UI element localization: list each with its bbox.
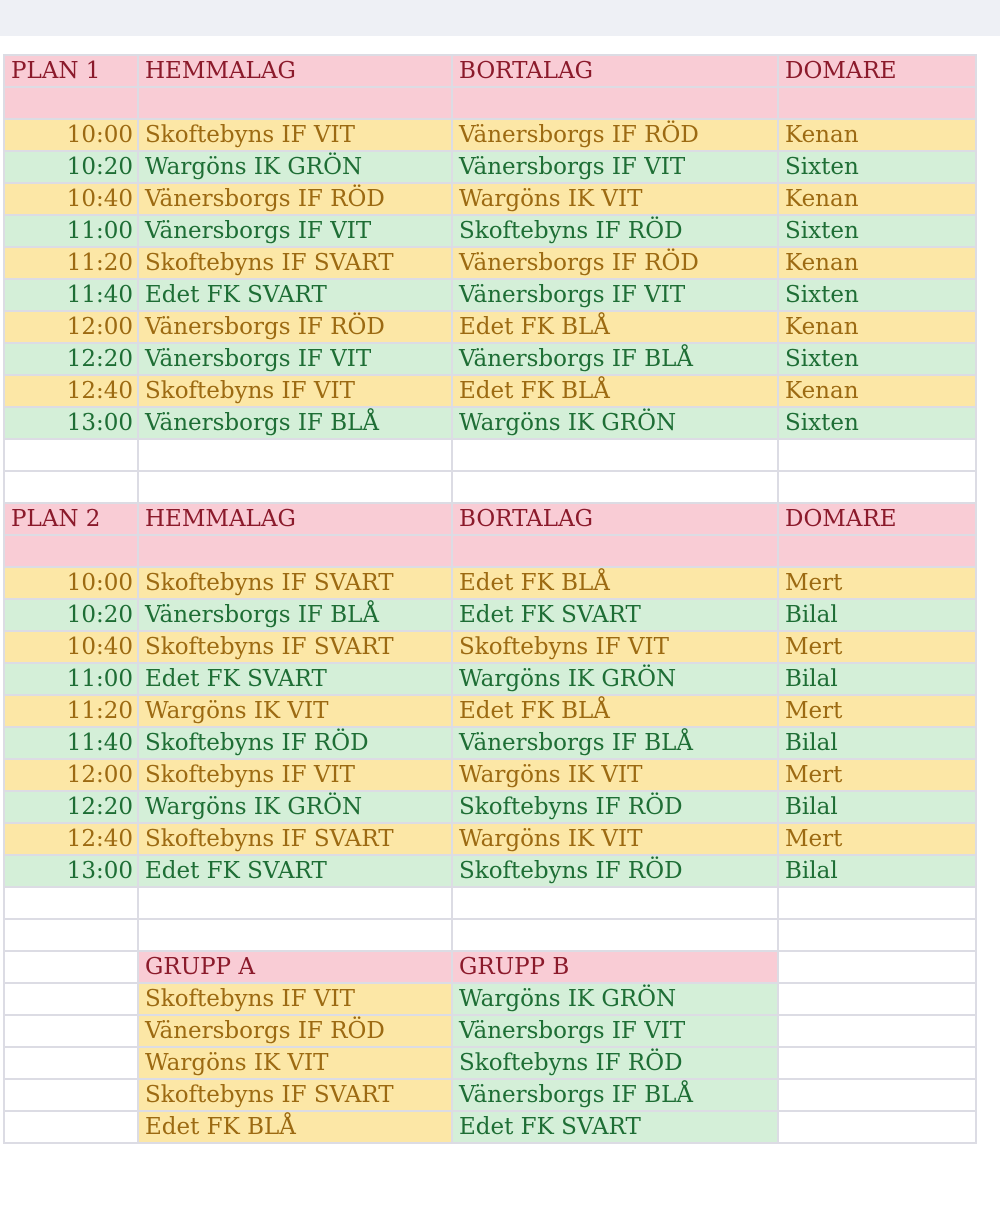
cell[interactable] [778,951,976,983]
empty-row [4,471,976,503]
table-row [4,279,976,311]
home-team[interactable]: Edet FK SVART [138,663,452,695]
cell[interactable] [138,919,452,951]
away-team[interactable]: Wargöns IK GRÖN [452,663,778,695]
group-b-team[interactable]: Vänersborgs IF VIT [452,1015,778,1047]
match-time[interactable]: 12:20 [4,343,138,375]
cell[interactable] [138,87,452,119]
match-time[interactable]: 10:20 [4,599,138,631]
away-team[interactable]: Edet FK SVART [452,599,778,631]
cell[interactable] [138,535,452,567]
table-row [4,247,976,279]
cell[interactable] [778,439,976,471]
referee[interactable]: Bilal [778,855,976,887]
match-time[interactable]: 12:00 [4,311,138,343]
match-time[interactable]: 11:00 [4,215,138,247]
home-team[interactable]: Wargöns IK GRÖN [138,151,452,183]
match-time[interactable]: 11:40 [4,727,138,759]
table-row [4,631,976,663]
referee[interactable]: Kenan [778,375,976,407]
match-time[interactable]: 12:40 [4,375,138,407]
cell[interactable] [778,471,976,503]
home-team[interactable]: Skoftebyns IF SVART [138,567,452,599]
referee[interactable]: Bilal [778,791,976,823]
table-row [4,855,976,887]
home-team[interactable]: Vänersborgs IF VIT [138,343,452,375]
empty-row [4,439,976,471]
referee[interactable]: Sixten [778,407,976,439]
top-bar [0,0,1000,36]
table-row [4,599,976,631]
cell[interactable] [778,1079,976,1111]
referee[interactable]: Sixten [778,343,976,375]
home-team[interactable]: Skoftebyns IF SVART [138,823,452,855]
cell[interactable] [778,887,976,919]
cell[interactable] [4,535,138,567]
away-team[interactable]: Edet FK BLÅ [452,311,778,343]
group-b-team[interactable]: Vänersborgs IF BLÅ [452,1079,778,1111]
cell[interactable] [4,887,138,919]
home-team[interactable]: Vänersborgs IF RÖD [138,183,452,215]
plan1-title[interactable]: PLAN 1 [4,55,138,87]
table-row [4,311,976,343]
cell[interactable] [138,471,452,503]
cell[interactable] [138,887,452,919]
empty-row [4,887,976,919]
schedule-sheet [3,54,977,1144]
referee[interactable]: Mert [778,695,976,727]
group-a-team[interactable]: Skoftebyns IF VIT [138,983,452,1015]
home-team[interactable]: Skoftebyns IF RÖD [138,727,452,759]
referee[interactable]: Kenan [778,311,976,343]
groups-header-row [4,951,976,983]
referee[interactable]: Sixten [778,279,976,311]
cell[interactable] [4,1015,138,1047]
referee[interactable]: Bilal [778,663,976,695]
referee[interactable]: Kenan [778,183,976,215]
cell[interactable] [4,1079,138,1111]
table-row [4,215,976,247]
match-time[interactable]: 10:20 [4,151,138,183]
cell[interactable] [778,1047,976,1079]
away-team[interactable]: Edet FK BLÅ [452,375,778,407]
match-time[interactable]: 10:00 [4,119,138,151]
away-team[interactable]: Skoftebyns IF RÖD [452,791,778,823]
referee[interactable]: Kenan [778,247,976,279]
plan2-spacer-row [4,535,976,567]
cell[interactable] [778,87,976,119]
referee[interactable]: Bilal [778,727,976,759]
away-team[interactable]: Vänersborgs IF VIT [452,151,778,183]
home-team[interactable]: Skoftebyns IF VIT [138,759,452,791]
group-a-team[interactable]: Skoftebyns IF SVART [138,1079,452,1111]
group-b-header[interactable]: GRUPP B [452,951,778,983]
cell[interactable] [452,471,778,503]
table-row [4,119,976,151]
plan2-title[interactable]: PLAN 2 [4,503,138,535]
away-team[interactable]: Wargöns IK GRÖN [452,407,778,439]
table-row [4,407,976,439]
plan1-spacer-row [4,87,976,119]
away-team[interactable]: Edet FK BLÅ [452,567,778,599]
group-row [4,1015,976,1047]
plan1-referee-header[interactable]: DOMARE [778,55,976,87]
away-team[interactable]: Vänersborgs IF VIT [452,279,778,311]
cell[interactable] [452,887,778,919]
match-time[interactable]: 12:00 [4,759,138,791]
away-team[interactable]: Skoftebyns IF RÖD [452,215,778,247]
cell[interactable] [452,87,778,119]
away-team[interactable]: Vänersborgs IF RÖD [452,247,778,279]
away-team[interactable]: Edet FK BLÅ [452,695,778,727]
plan1-home-header[interactable]: HEMMALAG [138,55,452,87]
cell[interactable] [4,951,138,983]
home-team[interactable]: Vänersborgs IF BLÅ [138,407,452,439]
cell[interactable] [452,535,778,567]
home-team[interactable]: Skoftebyns IF VIT [138,375,452,407]
plan2-referee-header[interactable]: DOMARE [778,503,976,535]
table-row [4,823,976,855]
match-time[interactable]: 10:40 [4,183,138,215]
home-team[interactable]: Edet FK SVART [138,279,452,311]
referee[interactable]: Sixten [778,215,976,247]
match-time[interactable]: 12:20 [4,791,138,823]
table-row [4,663,976,695]
referee[interactable]: Kenan [778,119,976,151]
table-row [4,695,976,727]
group-b-team[interactable]: Wargöns IK GRÖN [452,983,778,1015]
referee[interactable]: Mert [778,823,976,855]
home-team[interactable]: Wargöns IK GRÖN [138,791,452,823]
table-row [4,375,976,407]
match-time[interactable]: 11:40 [4,279,138,311]
group-row [4,983,976,1015]
away-team[interactable]: Wargöns IK VIT [452,759,778,791]
home-team[interactable]: Skoftebyns IF VIT [138,119,452,151]
plan2-header-row [4,503,976,535]
empty-row [4,919,976,951]
referee[interactable]: Bilal [778,599,976,631]
home-team[interactable]: Vänersborgs IF BLÅ [138,599,452,631]
away-team[interactable]: Vänersborgs IF RÖD [452,119,778,151]
cell[interactable] [778,1111,976,1143]
table-row [4,791,976,823]
away-team[interactable]: Skoftebyns IF VIT [452,631,778,663]
group-b-team[interactable]: Edet FK SVART [452,1111,778,1143]
group-b-team[interactable]: Skoftebyns IF RÖD [452,1047,778,1079]
away-team[interactable]: Wargöns IK VIT [452,823,778,855]
cell[interactable] [4,919,138,951]
cell[interactable] [452,919,778,951]
match-time[interactable]: 11:20 [4,247,138,279]
group-row [4,1111,976,1143]
cell[interactable] [452,439,778,471]
cell[interactable] [778,983,976,1015]
match-time[interactable]: 13:00 [4,407,138,439]
cell[interactable] [778,919,976,951]
cell[interactable] [4,439,138,471]
table-row [4,343,976,375]
referee[interactable]: Mert [778,567,976,599]
match-time[interactable]: 11:20 [4,695,138,727]
table-row [4,183,976,215]
cell[interactable] [4,87,138,119]
group-a-header[interactable]: GRUPP A [138,951,452,983]
referee[interactable]: Mert [778,759,976,791]
table-row [4,567,976,599]
home-team[interactable]: Wargöns IK VIT [138,695,452,727]
cell[interactable] [4,1047,138,1079]
plan2-away-header[interactable]: BORTALAG [452,503,778,535]
match-time[interactable]: 11:00 [4,663,138,695]
group-row [4,1047,976,1079]
plan1-away-header[interactable]: BORTALAG [452,55,778,87]
match-time[interactable]: 12:40 [4,823,138,855]
cell[interactable] [778,535,976,567]
home-team[interactable]: Vänersborgs IF RÖD [138,311,452,343]
plan1-header-row [4,55,976,87]
home-team[interactable]: Edet FK SVART [138,855,452,887]
cell[interactable] [4,471,138,503]
away-team[interactable]: Skoftebyns IF RÖD [452,855,778,887]
referee[interactable]: Mert [778,631,976,663]
group-a-team[interactable]: Vänersborgs IF RÖD [138,1015,452,1047]
group-a-team[interactable]: Wargöns IK VIT [138,1047,452,1079]
group-a-team[interactable]: Edet FK BLÅ [138,1111,452,1143]
away-team[interactable]: Wargöns IK VIT [452,183,778,215]
cell[interactable] [4,983,138,1015]
cell[interactable] [138,439,452,471]
home-team[interactable]: Skoftebyns IF SVART [138,247,452,279]
home-team[interactable]: Skoftebyns IF SVART [138,631,452,663]
cell[interactable] [4,1111,138,1143]
match-time[interactable]: 13:00 [4,855,138,887]
away-team[interactable]: Vänersborgs IF BLÅ [452,727,778,759]
away-team[interactable]: Vänersborgs IF BLÅ [452,343,778,375]
plan2-home-header[interactable]: HEMMALAG [138,503,452,535]
cell[interactable] [778,1015,976,1047]
table-row [4,759,976,791]
group-row [4,1079,976,1111]
home-team[interactable]: Vänersborgs IF VIT [138,215,452,247]
match-time[interactable]: 10:00 [4,567,138,599]
table-row [4,727,976,759]
match-time[interactable]: 10:40 [4,631,138,663]
referee[interactable]: Sixten [778,151,976,183]
table-row [4,151,976,183]
